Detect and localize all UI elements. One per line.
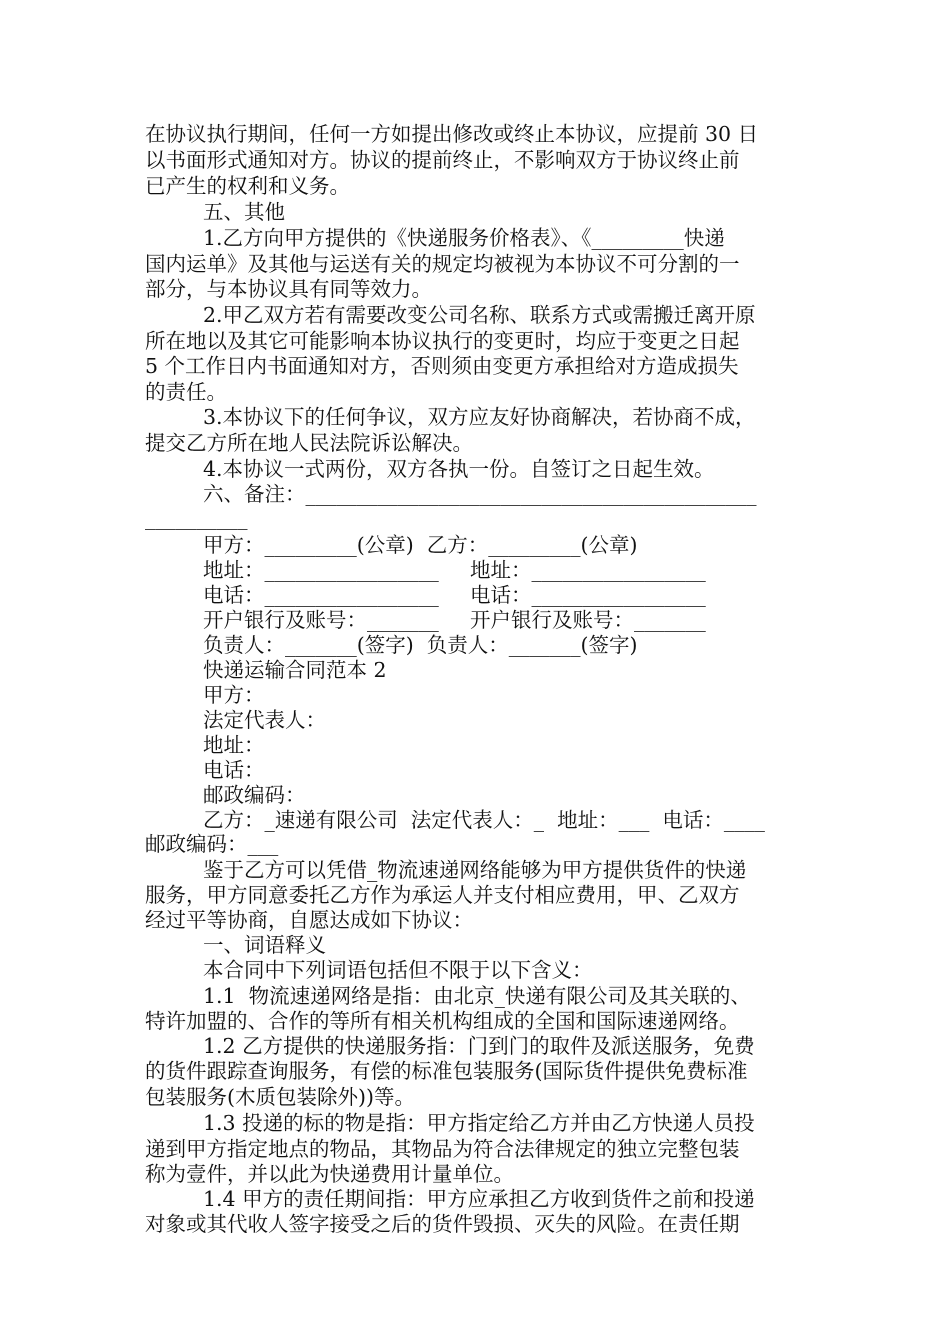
paragraph-line: 的货件跟踪查询服务，有偿的标准包装服务(国际货件提供免费标准 [145, 1059, 748, 1083]
paragraph-line: 鉴于乙方可以凭借_物流速递网络能够为甲方提供货件的快递 [203, 858, 747, 882]
contract-title: 快递运输合同范本 2 [203, 658, 387, 682]
signature-party-line: 甲方：_________(公章) 乙方：_________(公章) [203, 533, 638, 557]
remarks-blank: __________ [145, 506, 248, 530]
address-label: 地址： [203, 733, 265, 757]
paragraph-line: 已产生的权利和义务。 [145, 174, 350, 198]
party-b-phone: 电话：_________________ [470, 583, 706, 607]
party-b-address: 地址：_________________ [470, 558, 706, 582]
remarks-line: 六、备注：____________________________________________ [203, 482, 757, 506]
party-a-phone: 电话：_________________ [203, 583, 439, 607]
party-a-bank: 开户银行及账号：_______ [203, 608, 439, 632]
paragraph-line: 称为壹件，并以此为快递费用计量单位。 [145, 1162, 514, 1186]
paragraph-line: 1.乙方向甲方提供的《快递服务价格表》、《_________快递 [203, 226, 725, 250]
paragraph-line: 以书面形式通知对方。协议的提前终止，不影响双方于协议终止前 [145, 148, 740, 172]
paragraph-line: 1.4 甲方的责任期间指：甲方应承担乙方收到货件之前和投递 [203, 1187, 755, 1211]
paragraph-line: 服务，甲方同意委托乙方作为承运人并支付相应费用，甲、乙双方 [145, 883, 740, 907]
party-a-label: 甲方： [203, 683, 265, 707]
paragraph-line: 1.2 乙方提供的快递服务指：门到门的取件及派送服务，免费 [203, 1034, 755, 1058]
paragraph-line: 1.3 投递的标的物是指：甲方指定给乙方并由乙方快递人员投 [203, 1111, 755, 1135]
postcode-label: 邮政编码： [203, 783, 306, 807]
paragraph-line: 本合同中下列词语包括但不限于以下含义： [203, 958, 593, 982]
party-b-info-line: 乙方：_速递有限公司 法定代表人：_ 地址：___ 电话：____ [203, 808, 765, 832]
legal-rep-label: 法定代表人： [203, 708, 326, 732]
paragraph-line: 提交乙方所在地人民法院诉讼解决。 [145, 431, 473, 455]
paragraph-line: 4.本协议一式两份，双方各执一份。自签订之日起生效。 [203, 457, 715, 481]
paragraph-line: 在协议执行期间，任何一方如提出修改或终止本协议，应提前 30 日 [145, 122, 759, 146]
party-a-address: 地址：_________________ [203, 558, 439, 582]
phone-label: 电话： [203, 758, 265, 782]
section-heading: 一、词语释义 [203, 933, 326, 957]
signature-responsible-line: 负责人：_______(签字) 负责人：_______(签字) [203, 633, 638, 657]
paragraph-line: 递到甲方指定地点的物品，其物品为符合法律规定的独立完整包装 [145, 1137, 740, 1161]
paragraph-line: 所在地以及其它可能影响本协议执行的变更时，均应于变更之日起 [145, 329, 740, 353]
paragraph-line: 包装服务(木质包装除外))等。 [145, 1085, 415, 1109]
paragraph-line: 对象或其代收人签字接受之后的货件毁损、灭失的风险。在责任期 [145, 1212, 740, 1236]
party-b-postcode: 邮政编码：___ [145, 832, 279, 856]
section-heading: 五、其他 [203, 200, 285, 224]
paragraph-line: 3.本协议下的任何争议，双方应友好协商解决，若协商不成， [203, 405, 756, 429]
paragraph-line: 2.甲乙双方若有需要改变公司名称、联系方式或需搬迁离开原 [203, 303, 756, 327]
paragraph-line: 经过平等协商，自愿达成如下协议： [145, 908, 473, 932]
paragraph-line: 5 个工作日内书面通知对方，否则须由变更方承担给对方造成损失 [145, 354, 739, 378]
paragraph-line: 1.1 物流速递网络是指：由北京_快递有限公司及其关联的、 [203, 984, 751, 1008]
party-b-bank: 开户银行及账号：_______ [470, 608, 706, 632]
paragraph-line: 特许加盟的、合作的等所有相关机构组成的全国和国际速递网络。 [145, 1009, 740, 1033]
paragraph-line: 国内运单》及其他与运送有关的规定均被视为本协议不可分割的一 [145, 252, 740, 276]
paragraph-line: 部分，与本协议具有同等效力。 [145, 277, 432, 301]
paragraph-line: 的责任。 [145, 380, 227, 404]
